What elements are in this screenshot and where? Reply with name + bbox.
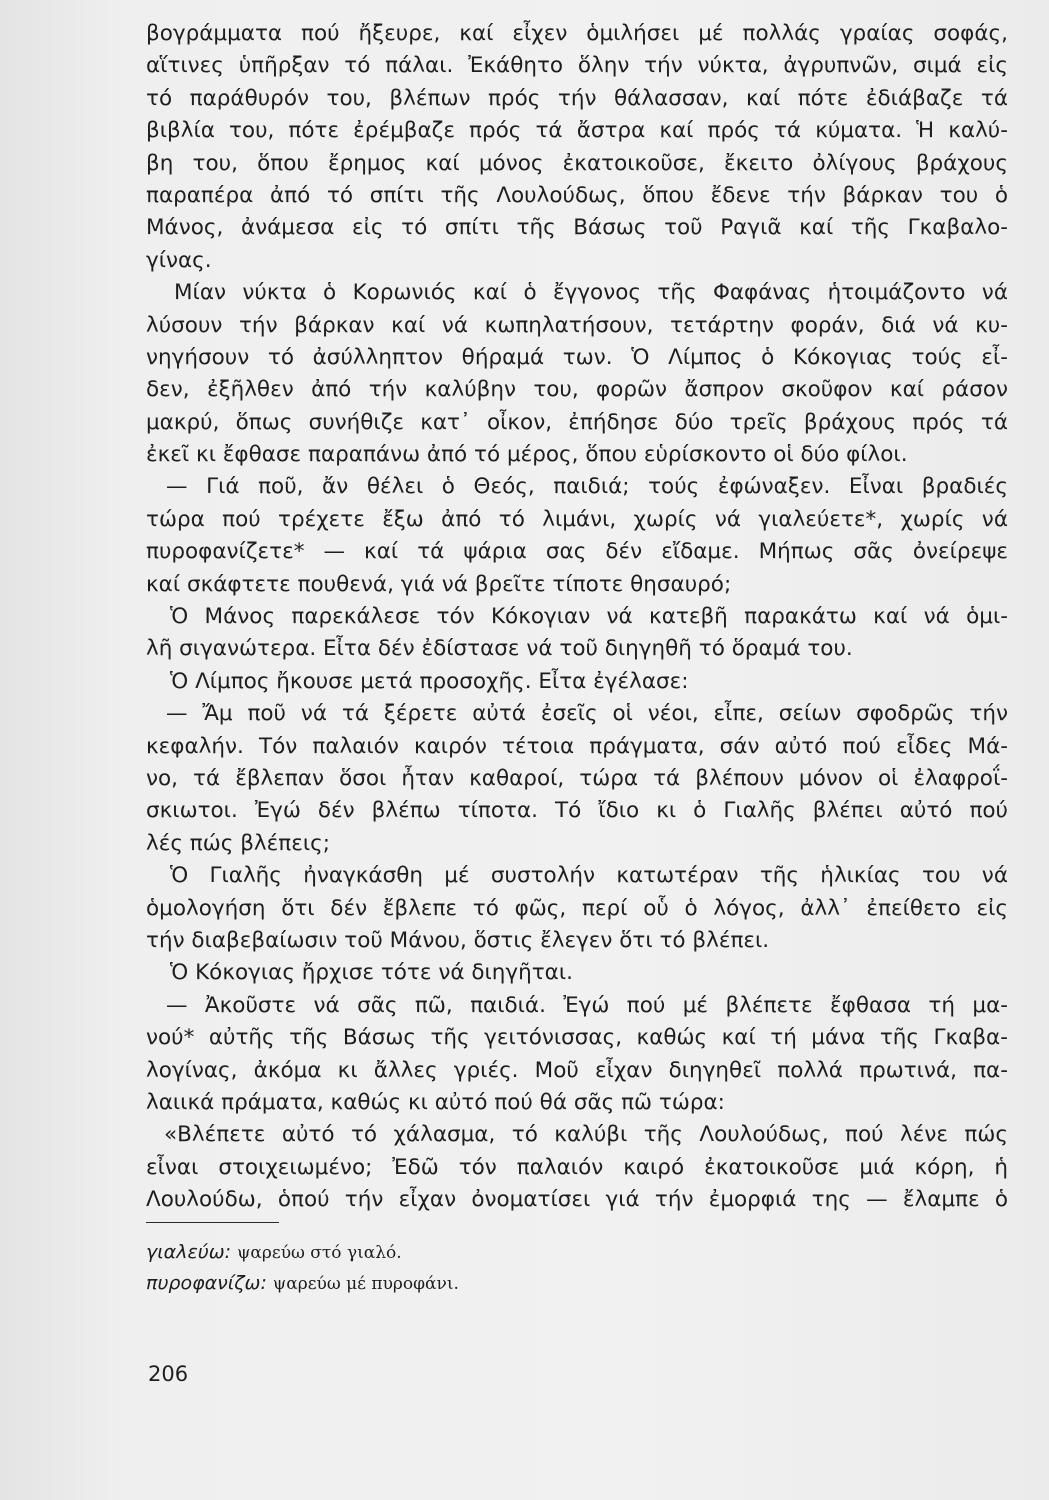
text-line: βογράμματα πού ἤξευρε, καί εἶχεν ὁμιλήσει μέ πολλάς γραίας σοφάς,: [146, 21, 1008, 46]
text-line: ὁμολογήση ὅτι δέν ἔβλεπε τό φῶς, περί οὗ ὁ λόγος, ἀλλ᾽ ἐπείθετο εἰς: [146, 895, 1008, 921]
text-line: αἵτινες ὑπῆρξαν τό πάλαι. Ἐκάθητο ὅλην τήν νύκτα, ἀγρυπνῶν, σιμά εἰς: [146, 53, 1008, 79]
footnote-item: [146, 1268, 746, 1299]
text-line: παραπέρα ἀπό τό σπίτι τῆς Λουλούδως, ὅπου ἔδενε τήν βάρκαν του ὁ: [146, 182, 1008, 208]
text-line: τήν διαβεβαίωσιν τοῦ Μάνου, ὅστις ἔλεγεν ὅτι τό βλέπει.: [146, 927, 770, 953]
text-line: βιβλία του, πότε ἐρέμβαζε πρός τά ἄστρα καί πρός τά κύματα. Ἡ καλύ-: [146, 118, 1008, 144]
text-line: «Βλέπετε αὐτό τό χάλασμα, τό καλύβι τῆς Λουλούδως, πού λένε πώς: [164, 1122, 1008, 1148]
text-line: Ὁ Κόκογιας ἤρχισε τότε νά διηγῆται.: [170, 960, 573, 986]
text-line: μακρύ, ὅπως συνήθιζε κατ᾽ οἶκον, ἐπήδησε δύο τρεῖς βράχους πρός τά: [146, 409, 1008, 435]
text-line: λῆ σιγανώτερα. Εἶτα δέν ἐδίστασε νά τοῦ διηγηθῆ τό ὅραμά του.: [146, 636, 853, 662]
main-text: [146, 18, 1008, 1216]
page-number: 206: [148, 1362, 189, 1386]
text-line: ἐκεῖ κι ἔφθασε παραπάνω ἀπό τό μέρος, ὅπου εὑρίσκοντο οἱ δύο φίλοι.: [146, 442, 908, 468]
text-line: — Ἄμ ποῦ νά τά ξέρετε αὐτά ἐσεῖς οἱ νέοι, εἶπε, σείων σφοδρῶς τήν: [166, 701, 1008, 727]
text-line: Ὁ Λίμπος ἤκουσε μετά προσοχῆς. Εἶτα ἐγέλασε:: [170, 668, 689, 694]
footnote-definition: ψαρεύω στό γιαλό.: [237, 1243, 402, 1263]
text-line: καί σκάφτετε πουθενά, γιά νά βρεῖτε τίποτε θησαυρό;: [146, 571, 732, 597]
footnote-item: [146, 1237, 746, 1268]
footnotes: [146, 1237, 746, 1299]
text-line: λογίνας, ἀκόμα κι ἄλλες γριές. Μοῦ εἶχαν διηγηθεῖ πολλά πρωτινά, πα-: [146, 1057, 1008, 1083]
text-line: Ὁ Μάνος παρεκάλεσε τόν Κόκογιαν νά κατεβῆ παρακάτω καί νά ὁμι-: [170, 604, 1008, 630]
text-line: κεφαλήν. Τόν παλαιόν καιρόν τέτοια πράγματα, σάν αὐτό πού εἶδες Μά-: [146, 733, 1008, 759]
text-line: Μάνος, ἀνάμεσα εἰς τό σπίτι τῆς Βάσως τοῦ Ραγιᾶ καί τῆς Γκαβαλο-: [146, 215, 1008, 241]
text-line: — Γιά ποῦ, ἄν θέλει ὁ Θεός, παιδιά; τούς ἐφώναξεν. Εἶναι βραδιές: [166, 474, 1008, 500]
text-line: νού* αὐτῆς τῆς Βάσως τῆς γειτόνισσας, καθώς καί τή μάνα τῆς Γκαβα-: [146, 1025, 1008, 1051]
footnote-term: πυροφανίζω:: [146, 1272, 267, 1294]
text-line: τό παράθυρόν του, βλέπων πρός τήν θάλασσαν, καί πότε ἐδιάβαζε τά: [146, 85, 1008, 111]
text-line: πυροφανίζετε* — καί τά ψάρια σας δέν εἴδαμε. Μήπως σᾶς ὀνείρεψε: [146, 539, 1008, 565]
text-line: βη του, ὅπου ἔρημος καί μόνος ἐκατοικοῦσε, ἔκειτο ὀλίγους βράχους: [146, 150, 1008, 176]
text-line: δεν, ἐξῆλθεν ἀπό τήν καλύβην του, φορῶν ἄσπρον σκοῦφον καί ράσον: [146, 377, 1008, 403]
text-line: νηγήσουν τό ἀσύλληπτον θήραμά των. Ὁ Λίμπος ὁ Κόκογιας τούς εἶ-: [146, 344, 1008, 370]
text-line: Ὁ Γιαλῆς ἠναγκάσθη μέ συστολήν κατωτέραν τῆς ἡλικίας του νά: [170, 863, 1008, 889]
text-line: λύσουν τήν βάρκαν καί νά κωπηλατήσουν, τετάρτην φοράν, διά νά κυ-: [146, 312, 1008, 338]
footnote-term: γιαλεύω:: [146, 1241, 232, 1263]
footnote-divider: [146, 1222, 279, 1223]
text-line: λαιικά πράματα, καθώς κι αὐτό πού θά σᾶς πῶ τώρα:: [146, 1089, 725, 1115]
text-line: νο, τά ἔβλεπαν ὅσοι ἦταν καθαροί, τώρα τά βλέπουν μόνον οἱ ἐλαφροΐ-: [146, 765, 1008, 791]
text-line: Λουλούδω, ὁπού τήν εἶχαν ὀνοματίσει γιά τήν ἐμορφιά της — ἔλαμπε ὁ: [146, 1187, 1008, 1213]
footnote-definition: ψαρεύω μέ πυροφάνι.: [272, 1274, 459, 1294]
text-line: — Ἀκοῦστε νά σᾶς πῶ, παιδιά. Ἐγώ πού μέ βλέπετε ἔφθασα τή μα-: [166, 992, 1008, 1018]
text-line: σκιωτοι. Ἐγώ δέν βλέπω τίποτα. Τό ἴδιο κι ὁ Γιαλῆς βλέπει αὐτό πού: [146, 798, 1008, 824]
text-line: τώρα πού τρέχετε ἔξω ἀπό τό λιμάνι, χωρίς νά γιαλεύετε*, χωρίς νά: [146, 506, 1008, 532]
text-line: λές πώς βλέπεις;: [146, 830, 330, 856]
text-line: γίνας.: [146, 247, 212, 273]
text-line: Μίαν νύκτα ὁ Κορωνιός καί ὁ ἔγγονος τῆς Φαφάνας ἡτοιμάζοντο νά: [174, 280, 1008, 306]
text-line: εἶναι στοιχειωμένο; Ἐδῶ τόν παλαιόν καιρό ἐκατοικοῦσε μιά κόρη, ἡ: [146, 1154, 1008, 1180]
